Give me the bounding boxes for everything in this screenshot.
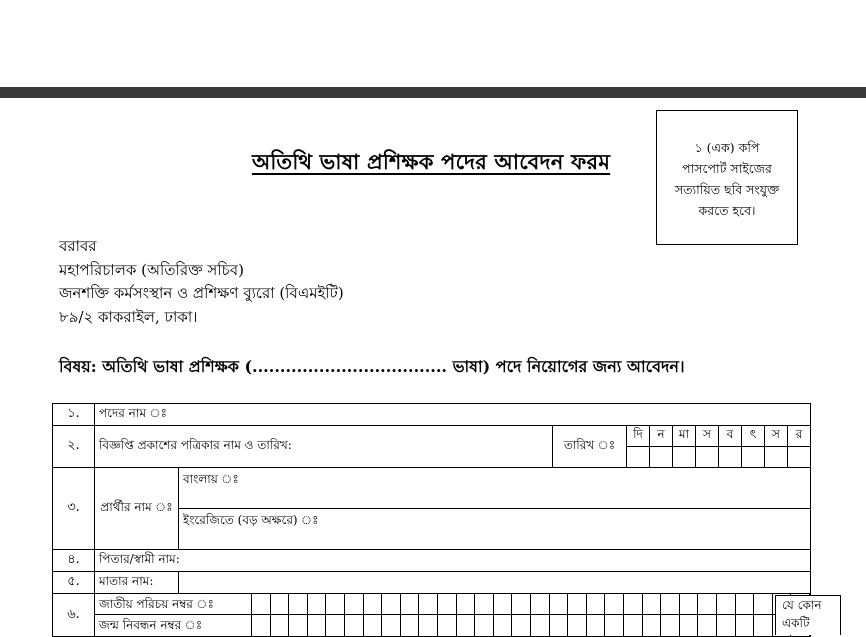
id-digit-divider [660, 594, 661, 636]
photo-note-line: পাসপোর্ট সাইজের [682, 161, 772, 176]
applicant-name-label: প্রার্থীর নাম ঃ [95, 468, 179, 550]
id-digit-divider [474, 594, 475, 636]
side-note-box [775, 595, 841, 635]
newspaper-name-field[interactable] [95, 426, 553, 468]
photo-note-line: ১ (এক) কপি [694, 140, 760, 155]
id-digit-divider [307, 594, 308, 636]
side-note-line: একটি [782, 616, 810, 630]
id-digit-divider [549, 594, 550, 636]
name-english-field[interactable] [179, 509, 811, 550]
newspaper-name-label: বিজ্ঞপ্তি প্রকাশের পত্রিকার নাম ও তারিখ: [99, 437, 292, 452]
id-digit-divider [567, 594, 568, 636]
id-digit-divider [270, 594, 271, 636]
address-line: বরাবর [59, 237, 97, 255]
id-digit-divider [400, 594, 401, 636]
id-digit-divider [493, 594, 494, 636]
id-digit-divider [735, 594, 736, 636]
table-row [53, 550, 811, 572]
id-digit-divider [437, 594, 438, 636]
id-digit-divider [586, 594, 587, 636]
photo-note-line: করতে হবে। [698, 203, 756, 218]
date-label: তারিখ ঃ [553, 426, 627, 468]
row-number: ৪. [53, 550, 95, 572]
photo-placeholder-box [656, 110, 798, 245]
date-input-cell[interactable] [742, 447, 765, 468]
id-digit-divider [604, 594, 605, 636]
id-digit-divider [418, 594, 419, 636]
id-digit-divider [530, 594, 531, 636]
id-digit-divider [642, 594, 643, 636]
row-number: ২. [53, 426, 95, 468]
row-number: ৩. [53, 468, 95, 550]
father-husband-name-field[interactable] [95, 550, 811, 572]
id-digit-grid[interactable] [251, 594, 811, 636]
name-bangla-label: বাংলায় ঃ [183, 472, 239, 486]
date-heading-cell: স [696, 426, 719, 447]
post-name-label: পদের নাম ঃ [99, 405, 167, 420]
photo-note-line: সত্যায়িত ছবি সংযুক্ত [674, 182, 780, 197]
date-heading-cell: মা [673, 426, 696, 447]
date-heading-cell: ৎ [742, 426, 765, 447]
date-input-cell[interactable] [719, 447, 742, 468]
id-digit-divider [363, 594, 364, 636]
id-number-cell [95, 594, 811, 637]
mother-name-field[interactable] [179, 572, 811, 594]
id-digit-divider [381, 594, 382, 636]
subject-line: বিষয়: অতিথি ভাষা প্রশিক্ষক (................................... ভাষা) পদে নিয়োগের জন্য আবেদন। [59, 357, 685, 376]
date-input-cell[interactable] [673, 447, 696, 468]
table-row [53, 594, 811, 637]
date-input-cell[interactable] [696, 447, 719, 468]
table-row [53, 468, 811, 509]
date-input-cell[interactable] [650, 447, 673, 468]
name-english-label: ইংরেজিতে (বড় অক্ষরে) ঃ [183, 513, 319, 527]
birth-reg-label: জন্ম নিবন্ধন নম্বর ঃ [99, 618, 203, 632]
id-digit-divider [325, 594, 326, 636]
date-heading-cell: ন [650, 426, 673, 447]
id-digit-divider [753, 594, 754, 636]
id-digit-divider [288, 594, 289, 636]
address-line: মহাপরিচালক (অতিরিক্ত সচিব) [59, 260, 244, 279]
name-bangla-field[interactable] [179, 468, 811, 509]
row-number: ১. [53, 404, 95, 426]
address-line: জনশক্তি কর্মসংস্থান ও প্রশিক্ষণ ব্যুরো (বিএমইটি) [59, 284, 344, 302]
recipient-address [59, 235, 344, 329]
date-input-cell[interactable] [627, 447, 650, 468]
id-digit-divider [697, 594, 698, 636]
id-digit-divider [623, 594, 624, 636]
id-digit-divider [251, 594, 252, 636]
id-digit-divider [344, 594, 345, 636]
application-form-table [52, 403, 811, 637]
post-name-field[interactable] [95, 404, 811, 426]
father-husband-name-label: পিতার/স্বামী নাম: [99, 551, 180, 566]
row-number: ৬. [53, 594, 95, 637]
date-input-cell[interactable] [788, 447, 811, 468]
nid-label: জাতীয় পরিচয় নম্বর ঃ [99, 597, 214, 611]
table-row [53, 404, 811, 426]
mother-name-label: মাতার নাম: [95, 572, 179, 594]
top-banner-bar [0, 87, 866, 98]
id-digit-divider [679, 594, 680, 636]
id-digit-divider [716, 594, 717, 636]
date-heading-cell: র [788, 426, 811, 447]
id-digit-divider [456, 594, 457, 636]
date-heading-cell: দি [627, 426, 650, 447]
row-number: ৫. [53, 572, 95, 594]
table-row [53, 572, 811, 594]
form-title: অতিথি ভাষা প্রশিক্ষক পদের আবেদন ফরম [252, 149, 611, 174]
side-note-line: যে কোন [782, 598, 822, 612]
date-heading-cell: ব [719, 426, 742, 447]
address-line: ৮৯/২ কাকরাইল, ঢাকা। [59, 307, 198, 326]
id-digit-divider [511, 594, 512, 636]
id-digit-divider [772, 594, 773, 636]
table-row [53, 426, 811, 447]
date-heading-cell: স [765, 426, 788, 447]
date-input-cell[interactable] [765, 447, 788, 468]
